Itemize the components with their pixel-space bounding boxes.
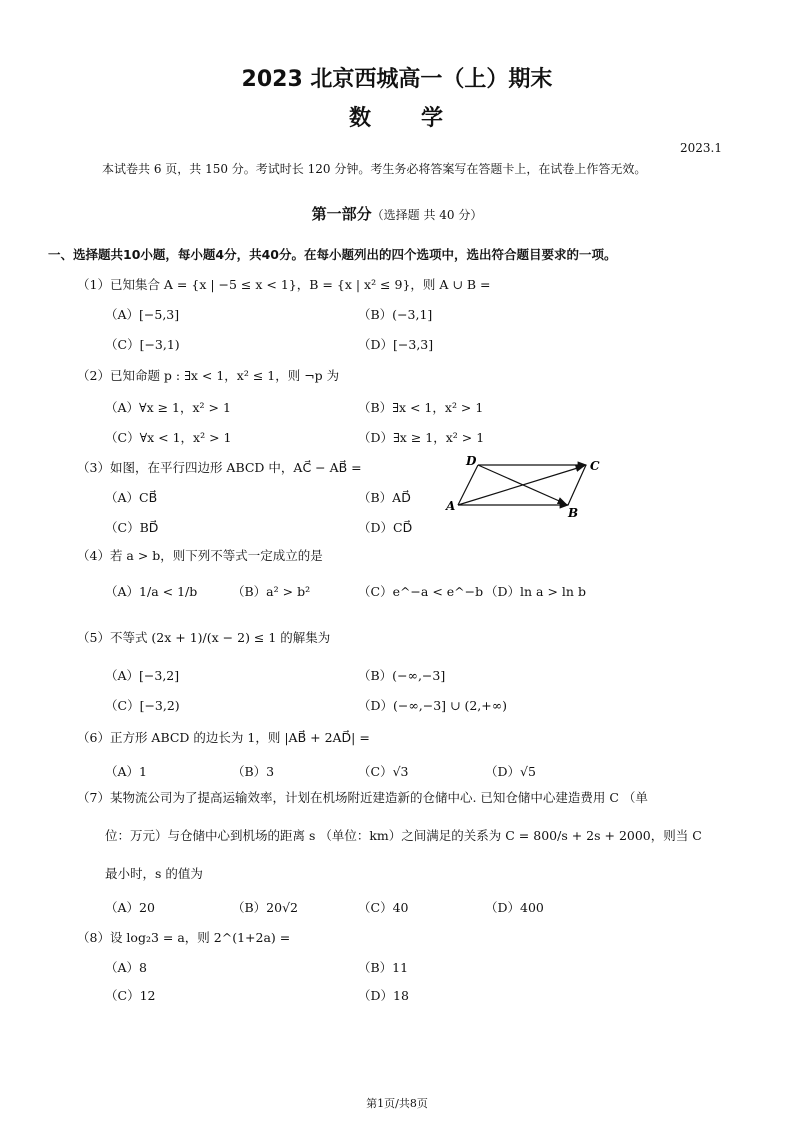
diagonal-ac <box>458 466 584 505</box>
question-2-option-c: （C）∀x < 1，x² > 1 <box>105 430 232 445</box>
question-7-option-d: （D）400 <box>485 900 544 915</box>
question-5-option-d: （D）(−∞,−3] ∪ (2,+∞) <box>358 698 508 713</box>
question-5-option-a: （A）[−3,2] <box>105 668 180 683</box>
part-note: （选择题 共 40 分） <box>371 208 483 222</box>
question-4-option-b: （B）a² > b² <box>232 584 311 599</box>
parallelogram-figure <box>440 455 610 520</box>
question-5-option-c: （C）[−3,2) <box>105 698 180 713</box>
question-6-option-d: （D）√5 <box>485 764 536 779</box>
part-heading <box>0 203 794 224</box>
question-4-option-c: （C）e^−a < e^−b <box>358 584 484 599</box>
question-1-stem: （1）已知集合 A = {x | −5 ≤ x < 1}，B = {x | x² ≤ 9}，则 A ∪ B = <box>77 277 491 292</box>
question-8-option-d: （D）18 <box>358 988 409 1003</box>
question-4-option-d: （D）ln a > ln b <box>485 584 586 599</box>
question-7-stem-line-1: （7）某物流公司为了提高运输效率，计划在机场附近建造新的仓储中心. 已知仓储中心建造费用 C （单 <box>77 790 648 805</box>
question-4-stem: （4）若 a > b，则下列不等式一定成立的是 <box>77 548 323 563</box>
vertex-label-d: D <box>466 455 477 468</box>
question-3-option-c: （C）BD⃗ <box>105 520 159 535</box>
question-8-option-a: （A）8 <box>105 960 147 975</box>
question-2-option-a: （A）∀x ≥ 1，x² > 1 <box>105 400 231 415</box>
question-8-option-b: （B）11 <box>358 960 409 975</box>
question-3-option-b: （B）AD⃗ <box>358 490 411 505</box>
question-4-option-a: （A）1/a < 1/b <box>105 584 198 599</box>
question-1-option-b: （B）(−3,1] <box>358 307 433 322</box>
exam-notice: 本试卷共 6 页，共 150 分。考试时长 120 分钟。考生务必将答案写在答题卡上，在试卷上作答无效。 <box>102 162 647 176</box>
exam-date: 2023.1 <box>680 141 722 155</box>
question-6-stem: （6）正方形 ABCD 的边长为 1，则 |AB⃗ + 2AD⃗| = <box>77 730 370 745</box>
question-6-option-a: （A）1 <box>105 764 147 779</box>
vertex-label-c: C <box>590 459 600 473</box>
question-3-option-a: （A）CB⃗ <box>105 490 158 505</box>
section-heading: 一、选择题共10小题，每小题4分，共40分。在每小题列出的四个选项中，选出符合题目要求的一项。 <box>48 247 617 262</box>
question-7-option-b: （B）20√2 <box>232 900 299 915</box>
question-8-stem: （8）设 log₂3 = a，则 2^(1+2a) = <box>77 930 291 945</box>
question-1-option-c: （C）[−3,1) <box>105 337 180 352</box>
side-bc <box>568 465 586 505</box>
question-2-option-b: （B）∃x < 1，x² > 1 <box>358 400 484 415</box>
question-6-option-c: （C）√3 <box>358 764 409 779</box>
question-7-stem-line-3: 最小时，s 的值为 <box>105 866 203 881</box>
question-7-option-c: （C）40 <box>358 900 409 915</box>
exam-subject: 数 学 <box>348 106 445 131</box>
side-ad <box>458 465 478 505</box>
question-6-option-b: （B）3 <box>232 764 275 779</box>
page-footer: 第1页/共8页 <box>366 1097 428 1110</box>
question-5-option-b: （B）(−∞,−3] <box>358 668 446 683</box>
exam-title: 2023 北京西城高一（上）期末 <box>241 67 553 92</box>
question-2-stem: （2）已知命题 p : ∃x < 1，x² ≤ 1，则 ¬p 为 <box>77 368 340 383</box>
question-1-option-d: （D）[−3,3] <box>358 337 434 352</box>
diagonal-db <box>478 465 566 504</box>
question-2-option-d: （D）∃x ≥ 1，x² > 1 <box>358 430 485 445</box>
vertex-label-b: B <box>568 506 579 520</box>
question-7-option-a: （A）20 <box>105 900 155 915</box>
question-1-option-a: （A）[−5,3] <box>105 307 180 322</box>
question-7-stem-line-2: 位：万元）与仓储中心到机场的距离 s （单位：km）之间满足的关系为 C = 800/s + 2s + 2000，则当 C <box>105 828 702 843</box>
part-title: 第一部分 <box>311 205 372 223</box>
question-3-stem: （3）如图，在平行四边形 ABCD 中，AC⃗ − AB⃗ = <box>77 460 362 475</box>
question-3-option-d: （D）CD⃗ <box>358 520 413 535</box>
question-5-stem: （5）不等式 (2x + 1)/(x − 2) ≤ 1 的解集为 <box>77 630 331 645</box>
question-8-option-c: （C）12 <box>105 988 156 1003</box>
vertex-label-a: A <box>446 499 456 513</box>
